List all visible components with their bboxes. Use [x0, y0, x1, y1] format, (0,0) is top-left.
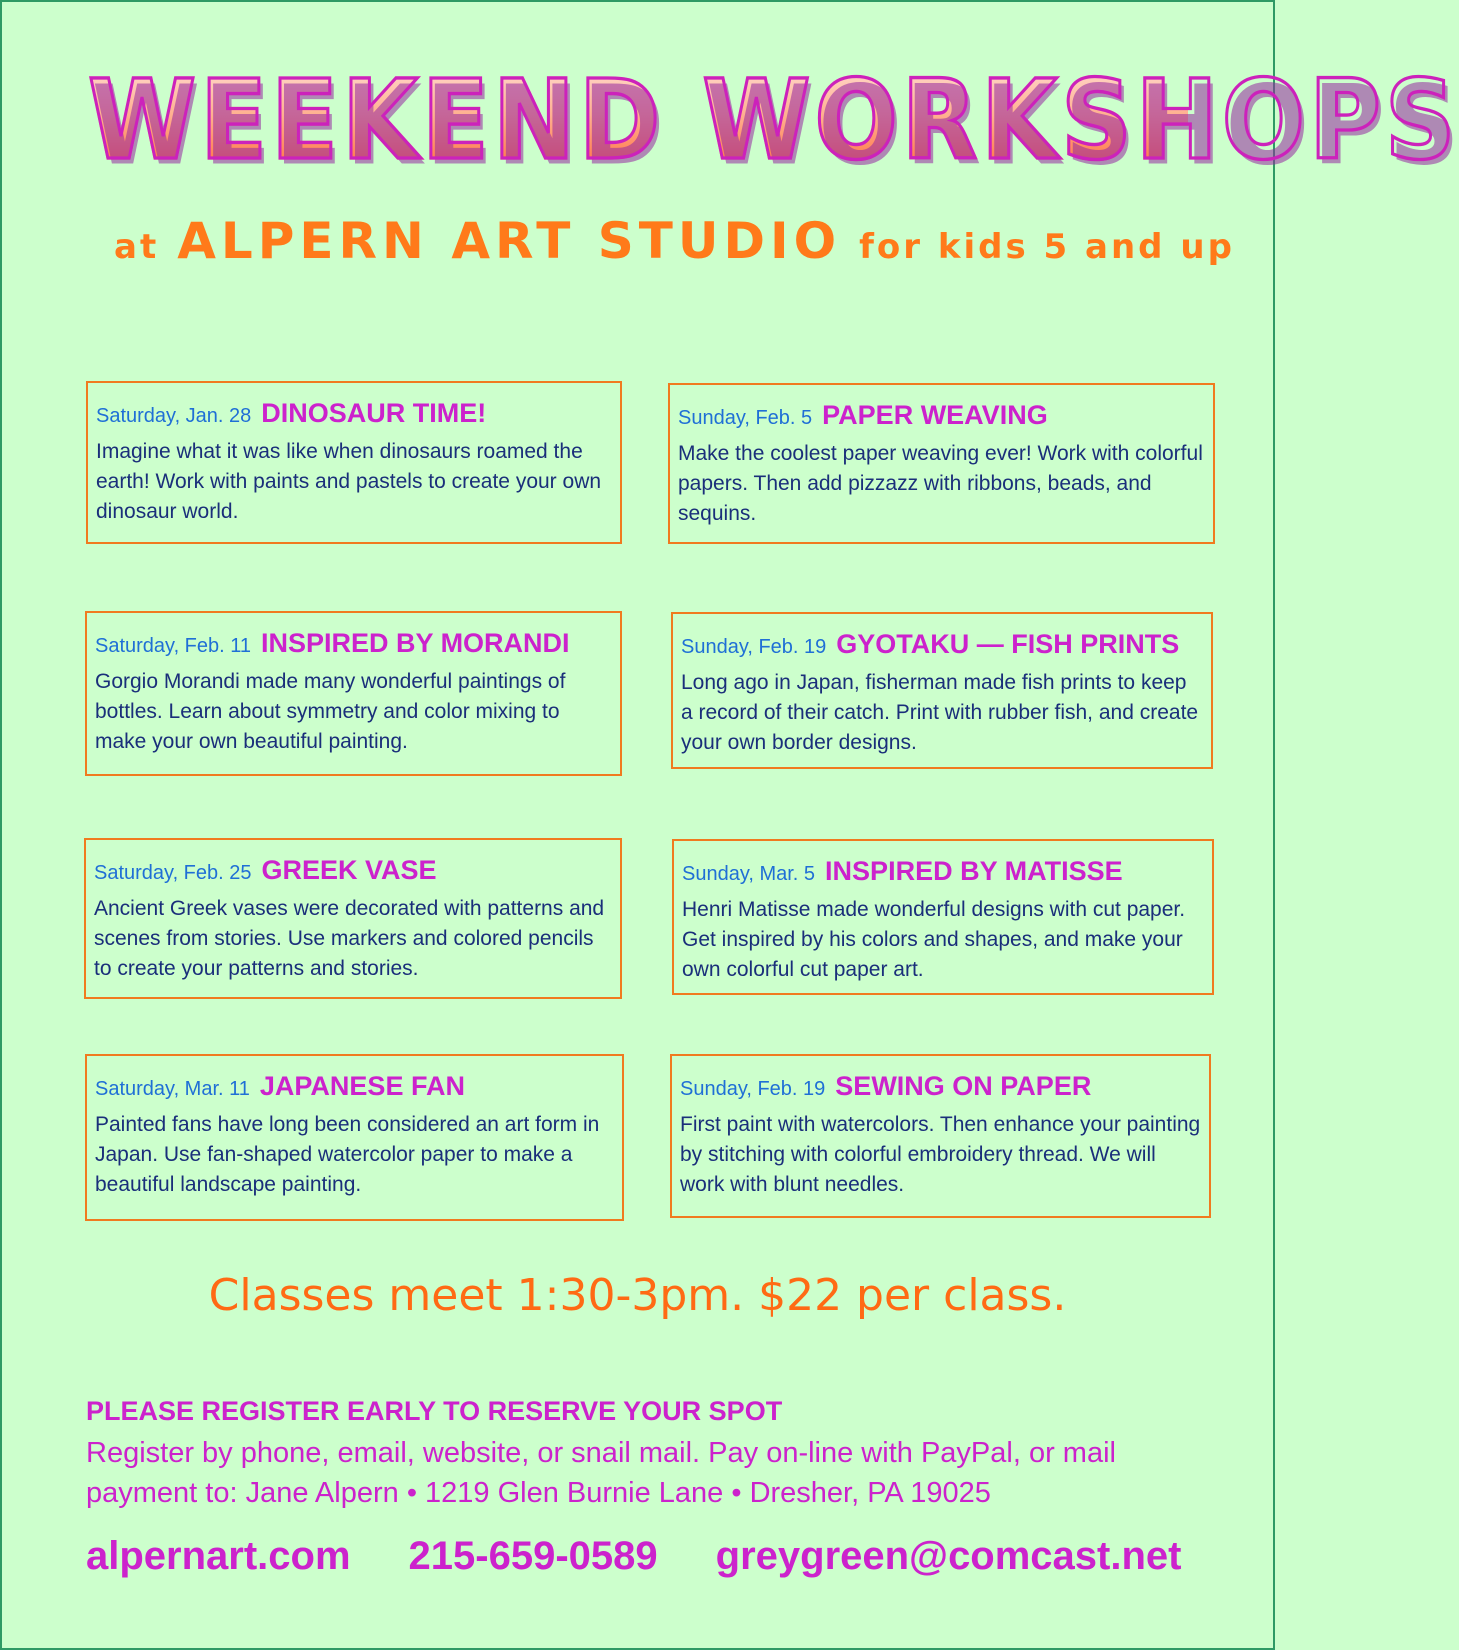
workshop-name: SEWING ON PAPER: [835, 1071, 1092, 1101]
contact-info: [86, 1534, 1206, 1579]
studio-name: ALPERN ART STUDIO: [177, 212, 842, 270]
workshop-card: [672, 839, 1214, 995]
workshop-name: INSPIRED BY MATISSE: [825, 856, 1123, 886]
workshop-description: Painted fans have long been considered an art form in Japan. Use fan-shaped watercolor paper to make a beautiful landscape painting.: [95, 1113, 600, 1197]
page-title: WEEKEND WORKSHOPS: [88, 57, 1459, 185]
workshop-name: INSPIRED BY MORANDI: [261, 628, 570, 658]
workshop-card: [84, 838, 622, 999]
workshop-name: PAPER WEAVING: [822, 400, 1048, 430]
workshop-card: [670, 1054, 1211, 1218]
workshop-date: Sunday, Feb. 5: [678, 407, 813, 429]
email-link[interactable]: greygreen@comcast.net: [715, 1534, 1182, 1578]
workshop-date: Sunday, Feb. 19: [681, 636, 827, 658]
registration-section: [86, 1396, 1206, 1513]
class-schedule-price: Classes meet 1:30-3pm. $22 per class.: [208, 1270, 1067, 1321]
workshop-description: First paint with watercolors. Then enhance your painting by stitching with colorful embroidery thread. We will work with blunt needles.: [680, 1113, 1201, 1197]
website-link[interactable]: alpernart.com: [86, 1534, 351, 1578]
workshop-description: Ancient Greek vases were decorated with patterns and scenes from stories. Use markers and colored pencils to create your patterns and stories.: [94, 897, 605, 981]
subtitle: [114, 212, 1235, 270]
subtitle-prefix: at: [114, 227, 160, 267]
phone-number[interactable]: 215-659-0589: [408, 1534, 658, 1578]
workshop-name: DINOSAUR TIME!: [261, 398, 487, 428]
mailing-address: payment to: Jane Alpern • 1219 Glen Burnie Lane • Dresher, PA 19025: [86, 1477, 991, 1509]
workshop-card: [668, 383, 1215, 544]
workshop-description: Gorgio Morandi made many wonderful paintings of bottles. Learn about symmetry and color mixing to make your own beautiful painting.: [95, 670, 566, 754]
workshop-card: [85, 1054, 624, 1221]
workshop-description: Henri Matisse made wonderful designs with cut paper. Get inspired by his colors and shapes, and make your own colorful cut paper art.: [682, 898, 1186, 982]
workshop-name: GREEK VASE: [261, 855, 437, 885]
workshop-description: Make the coolest paper weaving ever! Work with colorful papers. Then add pizzazz with ribbons, beads, and sequins.: [678, 442, 1203, 526]
workshop-name: JAPANESE FAN: [259, 1071, 465, 1101]
workshop-card: [85, 611, 622, 776]
workshop-date: Sunday, Mar. 5: [682, 863, 816, 885]
workshop-description: Imagine what it was like when dinosaurs roamed the earth! Work with paints and pastels to create your own dinosaur world.: [96, 440, 602, 524]
workshop-date: Sunday, Feb. 19: [680, 1078, 826, 1100]
workshop-description: Long ago in Japan, fisherman made fish prints to keep a record of their catch. Print with rubber fish, and create your own border designs.: [681, 671, 1199, 755]
workshop-date: Saturday, Feb. 25: [94, 862, 252, 884]
workshop-date: Saturday, Mar. 11: [95, 1078, 250, 1100]
subtitle-suffix: for kids 5 and up: [859, 227, 1235, 267]
registration-instructions: Register by phone, email, website, or snail mail. Pay on-line with PayPal, or mail: [86, 1437, 1116, 1469]
workshop-date: Saturday, Feb. 11: [95, 635, 252, 657]
registration-heading: PLEASE REGISTER EARLY TO RESERVE YOUR SPOT: [86, 1396, 783, 1426]
workshop-name: GYOTAKU — FISH PRINTS: [836, 629, 1180, 659]
workshop-card: [671, 612, 1213, 769]
workshop-date: Saturday, Jan. 28: [96, 405, 252, 427]
workshop-card: [86, 381, 622, 544]
